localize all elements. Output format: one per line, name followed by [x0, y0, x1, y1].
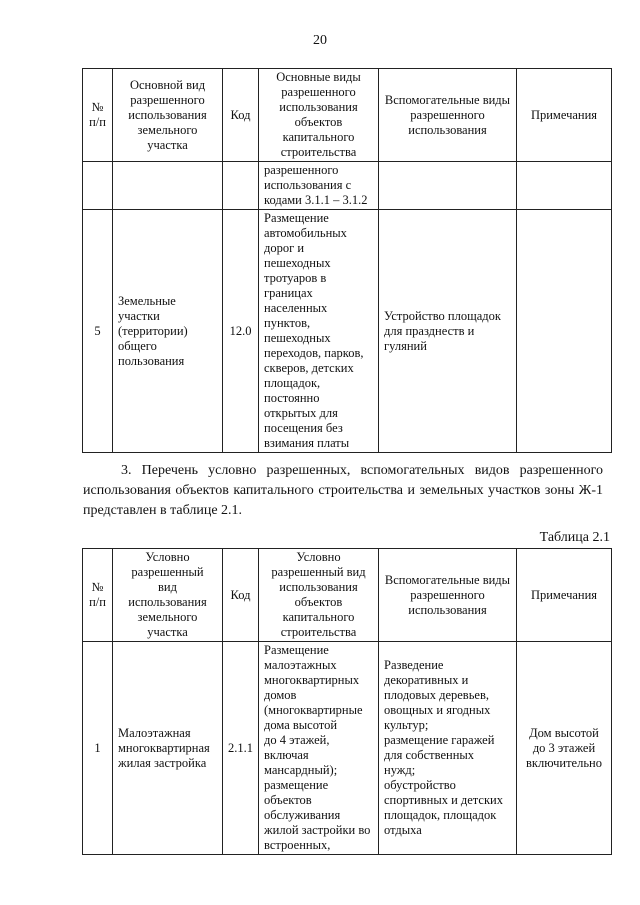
table-header-row: [83, 549, 612, 642]
header-number: № п/п: [83, 549, 113, 642]
cell-number: 1: [83, 642, 113, 855]
page-number: 20: [313, 33, 327, 48]
cell-number: [83, 162, 113, 210]
table-row: [83, 210, 612, 453]
header-capital-uses: Условно разрешенный вид использования объектов капитального строительства: [259, 549, 379, 642]
cell-main-use: [113, 162, 223, 210]
section-paragraph: 3. Перечень условно разрешенных, вспомогательных видов разрешенного использования объектов капитального строительства и земельных участков зоны Ж-1 представлен в таблице 2.1.: [83, 463, 603, 518]
cell-code: 2.1.1: [223, 642, 259, 855]
header-code: Код: [223, 69, 259, 162]
header-code: Код: [223, 549, 259, 642]
cell-conditional-use: Малоэтажная многоквартирная жилая застройка: [113, 642, 223, 855]
table-row: [83, 162, 612, 210]
header-auxiliary-uses: Вспомогательные виды разрешенного использования: [379, 69, 517, 162]
cell-notes: [517, 210, 612, 453]
cell-code: 12.0: [223, 210, 259, 453]
table-main-uses: [82, 68, 612, 453]
cell-auxiliary-uses: Разведение декоративных и плодовых деревьев, овощных и ягодных культур; размещение гаражей для собственных нужд; обустройство спортивных и детских площадок, площадок отдыха: [379, 642, 517, 855]
header-notes: Примечания: [517, 549, 612, 642]
table-conditional-uses: [82, 548, 612, 855]
table-header-row: [83, 69, 612, 162]
cell-code: [223, 162, 259, 210]
cell-notes: [517, 162, 612, 210]
table-row: [83, 642, 612, 855]
cell-auxiliary-uses: [379, 162, 517, 210]
cell-capital-uses: Размещение малоэтажных многоквартирных домов (многоквартирные дома высотой до 4 этажей, включая мансардный); размещение объектов обслуживания жилой застройки во встроенных,: [259, 642, 379, 855]
cell-auxiliary-uses: Устройство площадок для празднеств и гуляний: [379, 210, 517, 453]
header-conditional-use: Условно разрешенный вид использования земельного участка: [113, 549, 223, 642]
header-main-use: Основной вид разрешенного использования земельного участка: [113, 69, 223, 162]
cell-number: 5: [83, 210, 113, 453]
table-caption: Таблица 2.1: [539, 530, 610, 545]
header-capital-uses: Основные виды разрешенного использования объектов капитального строительства: [259, 69, 379, 162]
cell-main-use: Земельные участки (территории) общего пользования: [113, 210, 223, 453]
cell-notes: Дом высотой до 3 этажей включительно: [517, 642, 612, 855]
header-number: № п/п: [83, 69, 113, 162]
header-notes: Примечания: [517, 69, 612, 162]
header-auxiliary-uses: Вспомогательные виды разрешенного использования: [379, 549, 517, 642]
cell-capital-uses: разрешенного использования с кодами 3.1.1 – 3.1.2: [259, 162, 379, 210]
cell-capital-uses: Размещение автомобильных дорог и пешеходных тротуаров в границах населенных пунктов, пешеходных переходов, парков, скверов, детских площадок, постоянно открытых для посещения без взимания платы: [259, 210, 379, 453]
